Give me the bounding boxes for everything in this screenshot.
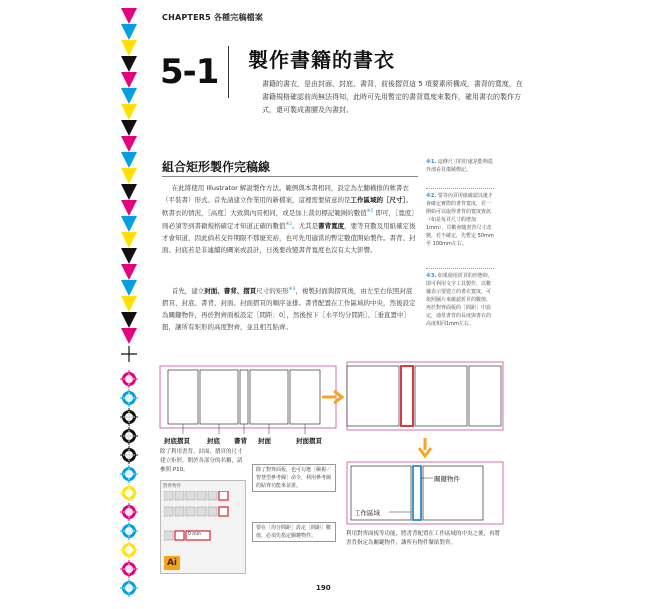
label-key-object: 關鍵物件 [434, 475, 460, 483]
section-heading: 組合矩形製作完稿線 [162, 160, 271, 174]
footnote-mark: ※2 [285, 222, 293, 228]
color-bar-triangle-icon [121, 8, 137, 24]
registration-target-icon [120, 408, 138, 426]
registration-target-icon [120, 522, 138, 540]
registration-target-icon [120, 484, 138, 502]
label-artboard: 工作區域 [354, 509, 380, 517]
color-bar-triangle-icon [121, 248, 137, 264]
intro-paragraph: 書籍的書衣，是由封面、封底、書背，前後摺頁這 5 項要素所構成，書背的寬度，在書籍規格確認前尚無法得知，此時可先用暫定的書背寬度來製作，確用書衣的製作方式，還可製成書腰及內書封。 [262, 80, 523, 114]
callout-smart-guides: 除了對齊面板，也可勾選［檢視／智慧型參考線］命令，利用參考線的貼齊功能來並排。 [252, 464, 336, 492]
registration-target-icon [120, 465, 138, 483]
section-number: 5-1 [160, 52, 219, 92]
text-run: 。尤其是 [292, 222, 319, 231]
note-divider [426, 188, 494, 189]
align-buttons-icon [164, 491, 242, 551]
caption-right: 利用對齊面板等功能，將書背配置在工作區域的中央之後，再將書背指定為關鍵物件，讓所有物件緊貼對齊。 [346, 531, 501, 546]
spine-rect [240, 370, 248, 424]
side-note-2 [426, 192, 494, 248]
back-flap-rect [168, 370, 198, 424]
panel-title: 對齊物件 [163, 484, 181, 489]
text-run: 首先，建立 [171, 287, 205, 296]
color-bar-triangle-icon [121, 328, 137, 344]
color-bar-triangle-icon [121, 136, 137, 152]
key-spine-rect [401, 366, 413, 426]
registration-target-icon [120, 579, 138, 597]
color-bar-triangle-icon [121, 312, 137, 328]
label-back-flap: 封底摺頁 [164, 437, 190, 445]
registration-target-icon [120, 446, 138, 464]
page-number: 190 [316, 584, 331, 592]
crosshair-mark-icon [121, 346, 137, 362]
arrow-down-icon [416, 436, 434, 458]
centered-spine-diagram [345, 360, 505, 434]
section-heading-rule [162, 176, 418, 177]
text-run: ，要等頁數及用紙確定後才會知道，因此倘若交件期限不那麼充裕，也可先用適當的暫定數值開始製作。書背、封面、封底若是非連續的圖案或設計，日後要改變書背寬度也沒有太大影響。 [162, 222, 416, 255]
color-bar-triangle-icon [121, 200, 137, 216]
key-object-diagram [345, 460, 505, 528]
color-bar-triangle-icon [121, 280, 137, 296]
color-bar-triangle-icon [121, 184, 137, 200]
color-bar-triangle-icon [121, 72, 137, 88]
registration-target-icon [120, 560, 138, 578]
text-run: ，複製封面與摺頁後，由左至右依照封底摺頁、封底、書背、封面、封面摺頁的順序並排。書背配置在工作區域的中央，然後設定為關鍵物件，再於對齊面板設定［間距：0］，然後按下［水平均分間距］、［垂直置中］鈕，讓所有矩形的高度對齊，並且相互貼齊。 [162, 287, 416, 332]
color-bar-triangle-icon [121, 40, 137, 56]
illustrator-logo-icon: Ai [164, 556, 180, 570]
back-cover-rect [347, 366, 399, 426]
spacing-value: 0 mm [188, 532, 202, 537]
caption-left: 除了利用書背、封面、摺頁的尺寸建立矩形，開於各部分的名稱，請參照 P10。 [160, 449, 243, 473]
registration-target-icon [120, 389, 138, 407]
bold-run: 封面、書背、摺頁 [204, 287, 257, 296]
back-cover-rect [200, 370, 238, 424]
text-run: 即可，［寬度］則必須等到書籍規格確定才知道正確的數值 [162, 209, 418, 231]
label-front-cover: 封面 [258, 437, 271, 445]
color-bar-triangle-icon [121, 232, 137, 248]
front-cover-rect [415, 366, 467, 426]
note-divider [426, 268, 494, 269]
callout-key-object: 要在［均分間距］設定［間距］數值，必須先指定關鍵物件。 [252, 522, 336, 542]
color-bar-triangle-icon [121, 168, 137, 184]
note-mark: ※1. [426, 159, 437, 165]
front-flap-rect [469, 366, 501, 426]
color-bar-triangle-icon [121, 296, 137, 312]
footnote-mark: ※3 [288, 287, 296, 292]
label-spine: 書背 [234, 437, 247, 445]
color-bar-triangle-icon [121, 264, 137, 280]
text-run: 在此將使用 Illustrator 解說製作方法。範例與本書相同，設定為左翻橫排的軟書衣（平裝書）形式。首先請建立作業用的新檔案，這裡需要留意的是 [162, 184, 409, 204]
registration-marks-strip [117, 8, 141, 608]
header-divider [228, 46, 229, 98]
label-back-cover: 封底 [207, 437, 220, 445]
spread-rectangles-diagram [158, 360, 338, 442]
color-bar-triangle-icon [121, 88, 137, 104]
arrow-right-icon [320, 388, 346, 406]
key-spine-rect [413, 466, 421, 520]
color-bar-triangle-icon [121, 120, 137, 136]
text-run: 尺寸的矩形 [256, 287, 289, 296]
front-flap-rect [290, 370, 320, 424]
chapter-header: CHAPTER5 各種完稿檔案 [162, 13, 264, 22]
note-text: 如果使用折頁的形態時，即可利用文字工具製作，以數據表示要建立的書衣寬度，可依照圖片來確認折頁的數值，再於對齊面板的［間距］中設定，通常書背的長度與書衣的高度相同1mm左右。 [426, 273, 493, 327]
color-bar-triangle-icon [121, 216, 137, 232]
text-run: 。軟書衣的情況，［高度］大致與內頁相同，或是加上裁切標記範圍的數值 [162, 196, 413, 218]
footnote-mark: ※1 [366, 209, 374, 214]
side-note-1 [426, 158, 494, 174]
front-cover-rect [250, 370, 288, 424]
color-bar-triangle-icon [121, 56, 137, 72]
color-bar-triangle-icon [121, 104, 137, 120]
page-title: 製作書籍的書衣 [248, 48, 395, 72]
note-mark: ※3. [426, 273, 437, 279]
side-note-3 [426, 272, 494, 328]
body-paragraph-1 [162, 182, 418, 256]
color-bar-triangle-icon [121, 24, 137, 40]
note-text: 這條尺寸的好處是能夠從外部看見環繞標記。 [426, 159, 493, 173]
bold-run: 工作區域的［尺寸］ [350, 196, 406, 204]
color-bar-triangle-icon [121, 152, 137, 168]
note-text: 要等內頁用紙確認以後才會確定實際的書背寬度，若一開始可以取得書背的寬度資訊（如是每頁尺寸約增加1mm），頁數會隨書背尺寸改變，若不確定，先暫定 50mm至 100mm左右。 [426, 193, 494, 247]
label-front-flap: 封面摺頁 [296, 437, 322, 445]
body-paragraph-2 [162, 284, 418, 333]
note-mark: ※2. [426, 193, 437, 199]
registration-target-icon [120, 503, 138, 521]
bold-run: 書背寬度 [318, 222, 345, 231]
registration-target-icon [120, 427, 138, 445]
registration-target-icon [120, 541, 138, 559]
registration-target-icon [120, 370, 138, 388]
